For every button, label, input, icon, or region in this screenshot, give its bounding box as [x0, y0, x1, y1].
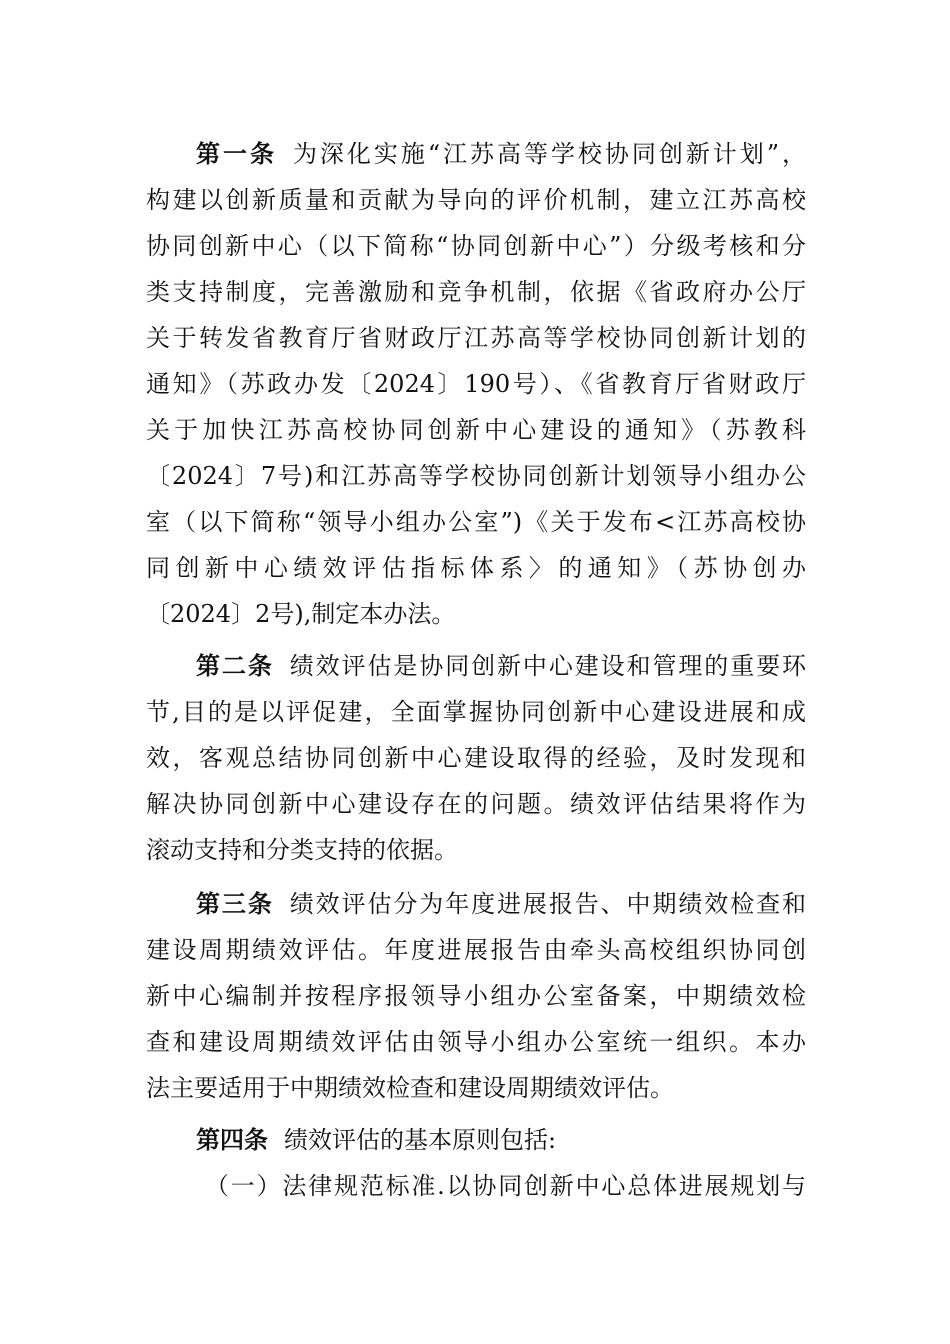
article-3-heading: 第三条	[196, 890, 274, 918]
article-3-line-5: 法主要适用于中期绩效检查和建设周期绩效评估。	[146, 1074, 674, 1102]
article-3-line-4: 查和建设周期绩效评估由领导小组办公室统一组织。本办	[146, 1028, 806, 1056]
article-2-text: 绩效评估是协同创新中心建设和管理的重要环	[289, 652, 807, 680]
article-2-heading: 第二条	[196, 652, 274, 680]
clause-1-line-1: （一）法律规范标准.以协同创新中心总体进展规划与	[205, 1172, 806, 1200]
article-1-line-5: 关于转发省教育厅省财政厅江苏高等学校协同创新计划的	[146, 324, 806, 352]
article-4-text: 绩效评估的基本原则包括:	[284, 1126, 557, 1154]
article-1-line-6: 通知》（苏政办发〔2024〕190号）、《省教育厅省财政厅	[146, 370, 806, 398]
article-3-text: 绩效评估分为年度进展报告、中期绩效检查和	[289, 890, 807, 918]
article-1-text: 为深化实施“江苏高等学校协同创新计划”，	[292, 140, 807, 168]
article-2-line-2: 节,目的是以评促建，全面掌握协同创新中心建设进展和成	[146, 698, 806, 726]
article-4-line-1	[196, 1122, 806, 1158]
article-1-line-1	[196, 136, 806, 172]
article-2-line-5: 滚动支持和分类支持的依据。	[146, 836, 458, 864]
article-1-line-2: 构建以创新质量和贡献为导向的评价机制，建立江苏高校	[146, 186, 806, 214]
article-1-line-4: 类支持制度，完善激励和竞争机制，依据《省政府办公厅	[146, 278, 806, 306]
article-3-line-3: 新中心编制并按程序报领导小组办公室备案，中期绩效检	[146, 982, 806, 1010]
article-1-line-9: 室（以下简称“领导小组办公室”)《关于发布<江苏高校协	[146, 508, 806, 536]
article-1-line-7: 关于加快江苏高校协同创新中心建设的通知》（苏教科	[146, 416, 806, 444]
article-3-line-2: 建设周期绩效评估。年度进展报告由牵头高校组织协同创	[146, 936, 806, 964]
article-1-line-11: 〔2024〕2号),制定本办法。	[146, 600, 456, 628]
article-1-line-10: 同创新中心绩效评估指标体系〉的通知》（苏协创办	[146, 554, 806, 582]
article-3-line-1	[196, 886, 806, 922]
article-1-line-8: 〔2024〕7号)和江苏高等学校协同创新计划领导小组办公	[146, 462, 806, 490]
article-4-heading: 第四条	[196, 1126, 268, 1154]
article-2-line-4: 解决协同创新中心建设存在的问题。绩效评估结果将作为	[146, 790, 806, 818]
article-1-line-3: 协同创新中心（以下简称“协同创新中心”）分级考核和分	[146, 232, 806, 260]
article-2-line-3: 效，客观总结协同创新中心建设取得的经验，及时发现和	[146, 744, 806, 772]
article-1-heading: 第一条	[196, 140, 277, 168]
article-2-line-1	[196, 648, 806, 684]
